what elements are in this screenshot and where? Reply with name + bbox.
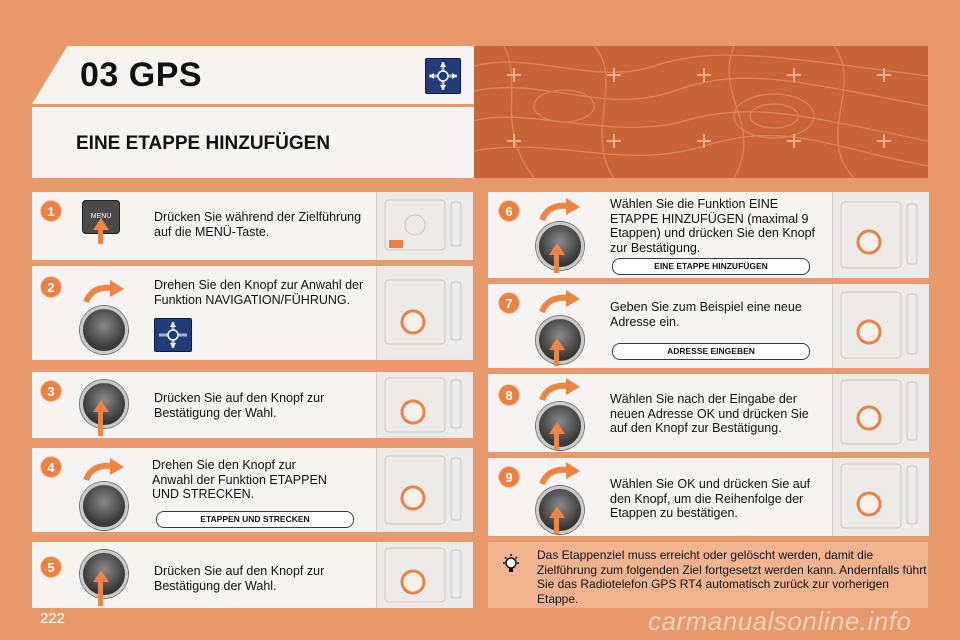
push-arrow-stem (554, 350, 559, 366)
step-3-text: Drücken Sie auf den Knopf zur Bestätigung der Wahl. (154, 391, 325, 420)
radio-illustration (376, 192, 473, 260)
step-9-text: Wählen Sie OK und drücken Sie auf den Knopf, um die Reihenfolge der Etappen zu bestätigen. (610, 477, 811, 520)
rotate-arrow-icon (82, 456, 126, 484)
menu-option-eine-etappe-hinzufuegen: EINE ETAPPE HINZUFÜGEN (612, 258, 810, 275)
menu-button-illustration: MENU (82, 200, 120, 234)
push-arrow-stem (98, 230, 103, 244)
section-title: EINE ETAPPE HINZUFÜGEN (76, 133, 331, 154)
lightbulb-icon (500, 553, 522, 575)
menu-option-etappen-und-strecken: ETAPPEN UND STRECKEN (156, 511, 354, 528)
push-arrow-icon (93, 570, 109, 582)
watermark: carmanualsonline.info (648, 606, 912, 636)
radio-illustration (376, 372, 473, 438)
step-number: 2 (40, 276, 62, 298)
header-divider (32, 104, 474, 107)
push-arrow-stem (554, 255, 559, 273)
chapter-title: 03 GPS (80, 56, 203, 94)
step-number: 3 (40, 380, 62, 402)
radio-illustration (832, 458, 929, 536)
radio-illustration (832, 284, 929, 368)
push-arrow-icon (549, 506, 565, 518)
radio-illustration (376, 542, 473, 608)
step-5-text: Drücken Sie auf den Knopf zur Bestätigung der Wahl. (154, 564, 325, 593)
push-arrow-icon (549, 243, 565, 255)
push-arrow-stem (554, 434, 559, 450)
push-arrow-icon (93, 218, 109, 230)
rotate-arrow-icon (538, 376, 582, 404)
rotate-arrow-icon (538, 196, 582, 224)
push-arrow-stem (98, 412, 103, 436)
step-8-text: Wählen Sie nach der Eingabe der neuen Adresse OK und drücken Sie auf den Knopf zur Bestätigung. (610, 392, 809, 435)
rotate-arrow-icon (538, 460, 582, 488)
rotary-knob (80, 306, 128, 354)
push-arrow-stem (554, 518, 559, 534)
tip-text: Das Etappenziel muss erreicht oder gelöscht werden, damit die Zielführung zum folgenden Ziel fortgesetzt werden kann. Andernfalls führt Sie das Radiotelefon GPS RT4 automatisch zurück zur vorherigen Etappe. (537, 548, 927, 606)
push-arrow-icon (549, 338, 565, 350)
rotate-arrow-icon (538, 288, 582, 316)
step-1-text: Drücken Sie während der Zielführung auf die MENÜ-Taste. (154, 210, 362, 239)
step-7-text: Geben Sie zum Beispiel eine neue Adresse ein. (610, 300, 802, 329)
rotate-arrow-icon (82, 278, 126, 306)
step-6-text: Wählen Sie die Funktion EINE ETAPPE HINZUFÜGEN (maximal 9 Etappen) und drücken Sie den Knopf zur Bestätigung. (610, 197, 816, 255)
page-number: 222 (40, 610, 66, 627)
step-number: 4 (40, 456, 62, 478)
push-arrow-icon (549, 422, 565, 434)
radio-illustration (832, 374, 929, 452)
step-4-text: Drehen Sie den Knopf zur Anwahl der Funktion ETAPPEN UND STRECKEN. (152, 458, 327, 501)
menu-option-adresse-eingeben: ADRESSE EINGEBEN (612, 343, 810, 360)
map-illustration (474, 46, 928, 178)
step-number: 6 (498, 200, 520, 222)
navigation-icon (425, 58, 461, 94)
push-arrow-icon (93, 400, 109, 412)
step-number: 1 (40, 200, 62, 222)
step-number: 7 (498, 292, 520, 314)
radio-illustration (376, 266, 473, 360)
navigation-icon (154, 318, 192, 352)
radio-illustration (832, 192, 929, 278)
push-arrow-stem (98, 582, 103, 606)
step-2-text: Drehen Sie den Knopf zur Anwahl der Funktion NAVIGATION/FÜHRUNG. (154, 278, 364, 307)
radio-illustration (376, 448, 473, 532)
step-number: 9 (498, 466, 520, 488)
rotary-knob (80, 482, 128, 530)
step-number: 8 (498, 384, 520, 406)
step-number: 5 (40, 556, 62, 578)
